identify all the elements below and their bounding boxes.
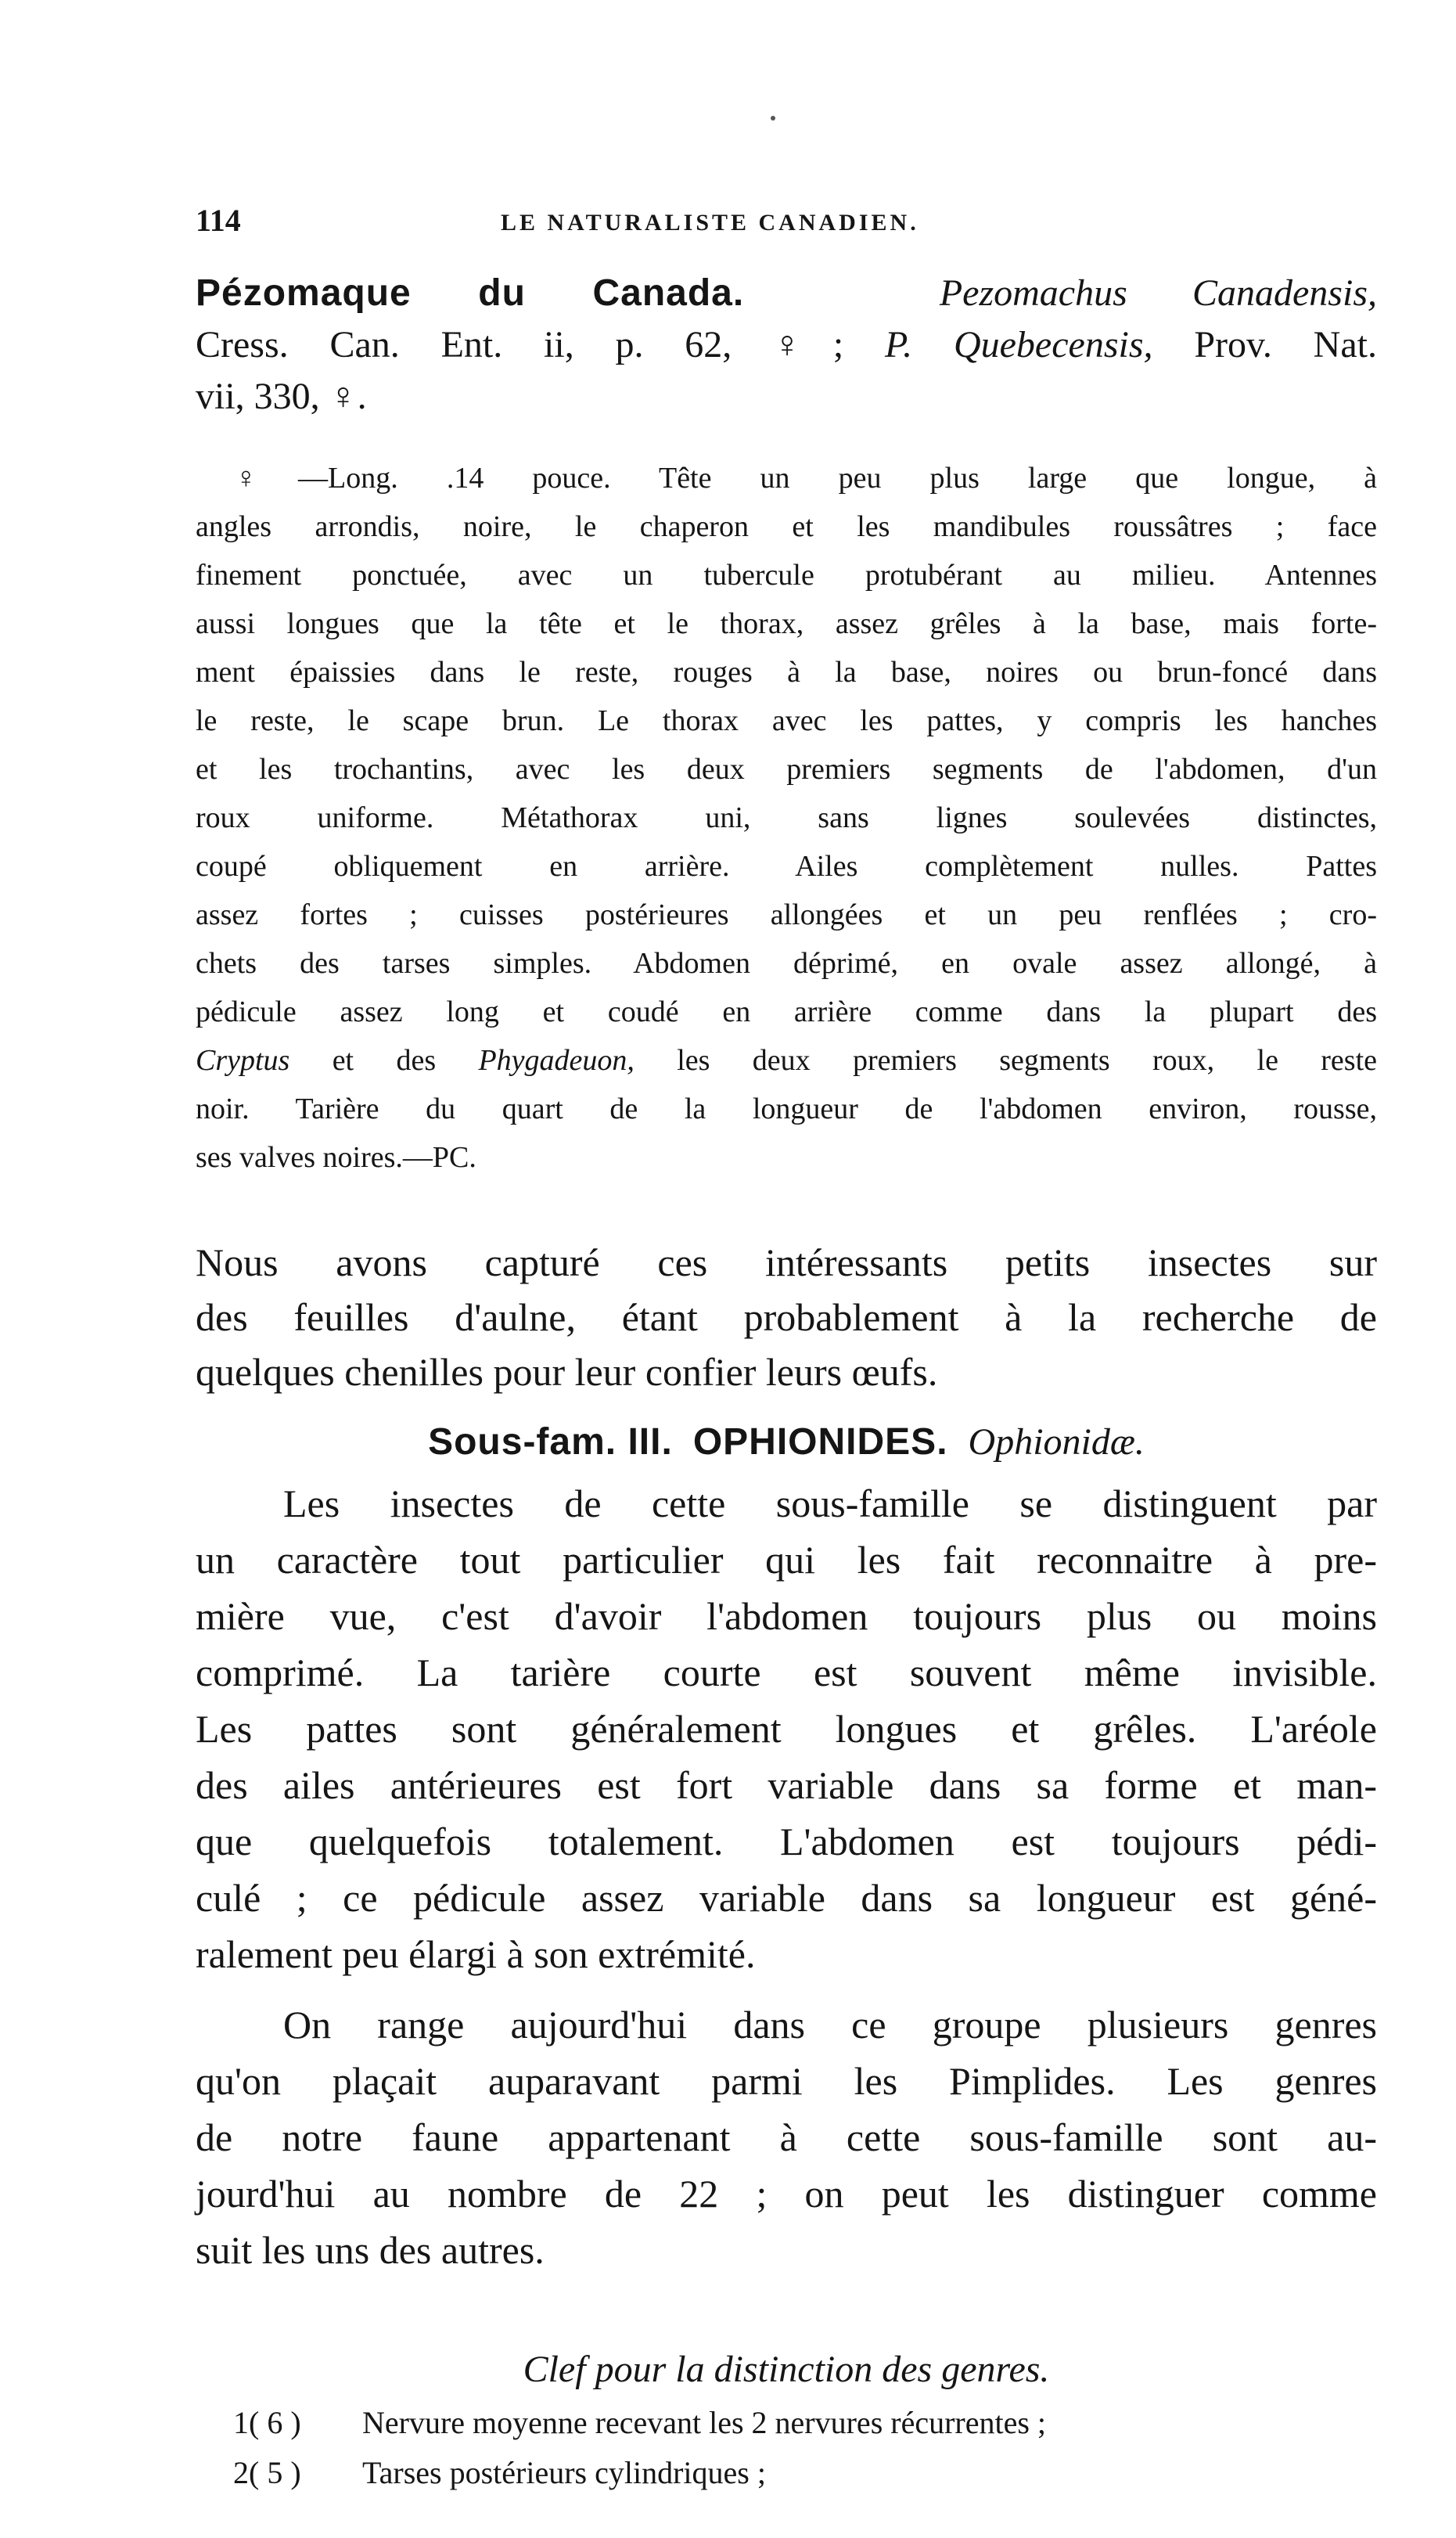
subfamily-description [196,1475,1377,1982]
desc-line: ses valves noires.—PC. [196,1141,476,1174]
key-title: Clef pour la distinction des genres. [523,2349,1050,2390]
subfamily-latin: Ophionidæ. [968,1421,1145,1463]
species-heading-line-1 [196,268,1377,319]
paragraph-line: culé ; ce pédicule assez variable dans sa longueur est géné- [196,1876,1377,1920]
key-entry [233,2398,1368,2448]
desc-line-genera: Cryptus et des Phygadeuon, les deux premiers segments roux, le reste [196,1044,1378,1077]
species-common-name: Pézomaque du Canada. [196,272,745,314]
paragraph-line: qu'on plaçait auparavant parmi les Pimplides. Les genres [196,2059,1377,2103]
note-line: des feuilles d'aulne, étant probablement à la recherche de [196,1295,1377,1339]
ink-speck [771,116,775,121]
subfamily-heading [196,1417,1377,1468]
desc-line: ♀—Long. .14 pouce. Tête un peu plus large que longue, à [235,462,1377,495]
key-entry [233,2448,1368,2498]
species-synonym: P. Quebecensis, [885,324,1153,365]
subfamily-name: OPHIONIDES. [692,1421,948,1463]
page-header [196,202,1377,249]
paragraph-line: jourd'hui au nombre de 22 ; on peut les distinguer comme [196,2172,1377,2216]
species-heading [196,268,1377,423]
genera-key [233,2398,1368,2498]
page-number: 114 [196,203,241,238]
paragraph-line: mière vue, c'est d'avoir l'abdomen toujours plus ou moins [196,1594,1377,1638]
paragraph-line: suit les uns des autres. [196,2228,545,2272]
note-line: Nous avons capturé ces intéressants petits insectes sur [196,1240,1377,1284]
desc-line: coupé obliquement en arrière. Ailes complètement nulles. Pattes [196,850,1377,883]
paragraph-line: de notre faune appartenant à cette sous-famille sont au- [196,2115,1377,2159]
key-entry-number: 1( 6 ) [233,2405,301,2440]
key-entry-number: 2( 5 ) [233,2455,301,2490]
desc-line: chets des tarses simples. Abdomen déprimé, en ovale assez allongé, à [196,947,1377,980]
paragraph-line: des ailes antérieures est fort variable dans sa forme et man- [196,1763,1377,1807]
running-title: LE NATURALISTE CANADIEN. [501,210,919,236]
capture-note [196,1235,1377,1399]
paragraph-line: Les pattes sont généralement longues et grêles. L'aréole [196,1707,1377,1751]
desc-line: ment épaissies dans le reste, rouges à la base, noires ou brun-foncé dans [196,656,1377,689]
paragraph-line: un caractère tout particulier qui les fait reconnaitre à pre- [196,1538,1377,1582]
desc-line: et les trochantins, avec les deux premiers segments de l'abdomen, d'un [196,753,1377,786]
key-entry-text: Nervure moyenne recevant les 2 nervures récurrentes ; [362,2405,1047,2440]
desc-line: roux uniforme. Métathorax uni, sans lignes soulevées distinctes, [196,801,1377,834]
paragraph-line: On range aujourd'hui dans ce groupe plusieurs genres [283,2003,1377,2047]
key-entry-text: Tarses postérieurs cylindriques ; [362,2455,766,2490]
species-heading-line-3: vii, 330, ♀. [196,376,367,417]
species-latin-name: Pezomachus Canadensis, [939,272,1378,314]
desc-line: noir. Tarière du quart de la longueur de l'abdomen environ, rousse, [196,1093,1377,1125]
paragraph-line: Les insectes de cette sous-famille se distinguent par [283,1481,1377,1525]
desc-line: angles arrondis, noire, le chaperon et les mandibules roussâtres ; face [196,510,1377,543]
paragraph-line: comprimé. La tarière courte est souvent même invisible. [196,1651,1377,1694]
genera-paragraph [196,1996,1377,2278]
species-description [196,454,1377,1182]
paragraph-line: ralement peu élargi à son extrémité. [196,1932,756,1976]
desc-line: pédicule assez long et coudé en arrière comme dans la plupart des [196,995,1377,1028]
desc-line: aussi longues que la tête et le thorax, assez grêles à la base, mais forte- [196,607,1377,640]
subfamily-label: Sous-fam. III. [428,1421,673,1463]
paragraph-line: que quelquefois totalement. L'abdomen est toujours pédi- [196,1820,1377,1863]
desc-line: finement ponctuée, avec un tubercule protubérant au milieu. Antennes [196,559,1377,592]
desc-line: assez fortes ; cuisses postérieures allongées et un peu renflées ; cro- [196,898,1377,931]
species-heading-line-2: Cress. Can. Ent. ii, p. 62, ♀; P. Quebecensis, Prov. Nat. [196,324,1377,365]
desc-line: le reste, le scape brun. Le thorax avec les pattes, y compris les hanches [196,704,1377,737]
note-line: quelques chenilles pour leur confier leurs œufs. [196,1350,938,1394]
